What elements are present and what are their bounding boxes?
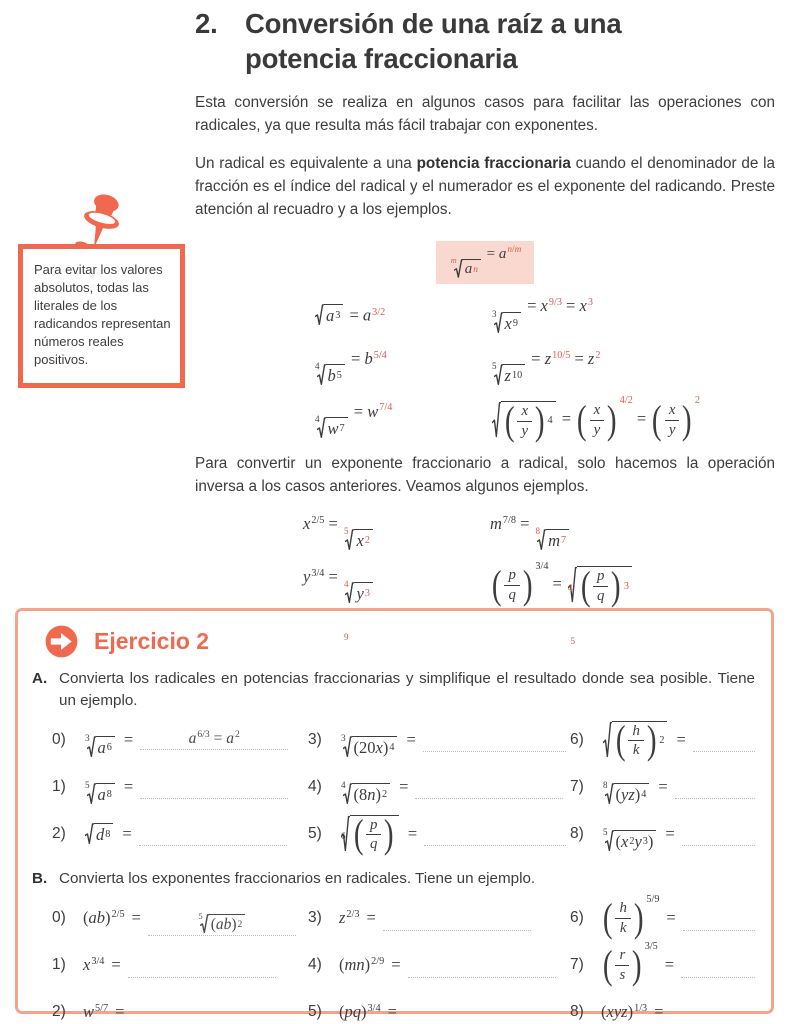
item-formula: 3 a 6 xyxy=(83,721,117,758)
item-formula: 5 ( x 2 y 3 ) xyxy=(601,815,658,852)
exercise-item-b-3 xyxy=(308,896,566,941)
item-number: 5) xyxy=(308,1003,322,1021)
equals-sign: = xyxy=(391,955,401,975)
exercise-b-col-2 xyxy=(308,896,566,1024)
equals-sign: = xyxy=(387,1002,397,1022)
instruction-b-text: Convierta los exponentes fraccionarios en radicales. Tiene un ejemplo. xyxy=(59,870,536,888)
equals-sign: = xyxy=(664,955,675,975)
item-number: 6) xyxy=(570,730,584,748)
answer-line xyxy=(404,1011,552,1024)
exercise-box xyxy=(15,608,774,1022)
item-formula: $z^{2/3}$ xyxy=(339,908,360,928)
item-number: 5) xyxy=(308,824,322,842)
example-formula: ( $\frac{x}{y}$ ) 4 = ( $\frac{x}{y}$ ) $^{4/2}$ = ( $\frac{x}{y}$ ) $^2$ xyxy=(490,401,775,439)
definition-paragraph xyxy=(195,153,775,222)
equals-sign: = xyxy=(666,908,676,928)
exercise-b-items xyxy=(32,893,755,1024)
exercise-item-a-1 xyxy=(52,764,304,809)
exercise-item-b-0 xyxy=(52,896,304,941)
definition-pre: Un radical es equivalente a una xyxy=(195,155,417,173)
equals-sign: = xyxy=(115,1002,125,1022)
item-formula: (pq)$^{3/4}$ xyxy=(339,1002,381,1022)
equals-sign: = xyxy=(123,729,134,749)
exercise-item-b-2 xyxy=(52,990,304,1024)
example-formula: $x^{2/5}$ = 5 x 2 xyxy=(195,514,490,551)
item-number: 1) xyxy=(52,956,66,974)
exercise-item-b-6 xyxy=(570,893,755,941)
answer-line xyxy=(675,785,755,799)
item-number: 7) xyxy=(570,777,584,795)
exercise-a-col-1 xyxy=(52,717,304,858)
exercise-b-col-1 xyxy=(52,896,304,1024)
equals-sign: = xyxy=(111,955,121,975)
answer-line xyxy=(415,785,563,799)
answer-line xyxy=(383,917,531,931)
example-formula: 9 xyxy=(195,620,490,657)
item-formula: (ab)$^{2/5}$ xyxy=(83,908,125,928)
exercise-item-a-5 xyxy=(308,811,566,856)
item-formula: 3 ( 2 0 x ) 4 xyxy=(339,721,399,758)
item-number: 3) xyxy=(308,909,322,927)
instruction-a xyxy=(32,668,755,711)
main-content xyxy=(195,6,775,672)
instruction-b-label: B. xyxy=(32,870,48,888)
key-formula: m a n = $a^{n/m}$ xyxy=(436,241,535,284)
item-formula: ( $\frac{h}{k}$ ) $^{5/9}$ xyxy=(602,893,660,941)
exercise-a-col-3 xyxy=(570,717,755,858)
exercise-b-col-3 xyxy=(570,893,755,1024)
examples-radical-to-power xyxy=(195,296,775,443)
key-formula-wrap xyxy=(195,241,775,284)
exercise-item-a-7 xyxy=(570,764,755,809)
exercise-item-a-4 xyxy=(308,764,566,809)
item-number: 0) xyxy=(52,909,66,927)
answer-line xyxy=(693,738,755,752)
exercise-item-a-6 xyxy=(570,717,755,762)
answer-line xyxy=(681,964,755,978)
item-number: 4) xyxy=(308,777,322,795)
intro-paragraph: Esta conversión se realiza en algunos casos para facilitar las operaciones con radicales, ya que resulta más fácil trabajar con exponentes. xyxy=(195,94,775,135)
exercise-a-items xyxy=(32,717,755,858)
item-number: 1) xyxy=(52,777,66,795)
equals-sign: = xyxy=(122,823,132,843)
item-formula: 6 ( $\frac{p}{q}$ ) xyxy=(339,815,401,853)
item-formula: d 8 xyxy=(83,823,115,845)
equals-sign: = xyxy=(131,908,141,928)
exercise-item-b-4 xyxy=(308,943,566,988)
answer-line: 5 ( a b ) 2 xyxy=(148,901,296,936)
equals-sign: = xyxy=(676,729,686,749)
item-number: 6) xyxy=(570,909,584,927)
item-formula: (mn)$^{2/9}$ xyxy=(339,955,385,975)
example-formula: a 3 = $a^{3/2}$ xyxy=(195,304,490,326)
example-formula: ( $\frac{p}{q}$ ) $^{3/4}$ = 4 ( $\frac{p}{q}$ ) 3 xyxy=(490,566,775,604)
inverse-paragraph: Para convertir un exponente fraccionario a radical, solo hacemos la operación inversa a los casos anteriores. Veamos algunos ejemplos. xyxy=(195,455,775,496)
answer-line xyxy=(683,917,755,931)
equals-sign: = xyxy=(654,1002,664,1022)
instruction-a-text: Convierta los radicales en potencias fraccionarias y simplifique el resultado donde sea posible. Tiene un ejemplo. xyxy=(59,670,755,709)
item-formula: ( $\frac{r}{s}$ ) $^{3/5}$ xyxy=(602,940,658,988)
note-frame xyxy=(18,244,185,388)
item-formula: (xyz)$^{1/3}$ xyxy=(601,1002,648,1022)
item-number: 2) xyxy=(52,824,66,842)
equals-sign: = xyxy=(366,908,376,928)
example-formula: 4 b 5 = $b^{5/4}$ xyxy=(315,348,387,386)
item-formula: 8 ( y z ) 4 xyxy=(601,768,651,805)
answer-line xyxy=(140,785,288,799)
exercise-title: Ejercicio 2 xyxy=(94,628,210,654)
answer-line xyxy=(682,832,755,846)
example-formula: 5 z 10 = $z^{10/5} = z^2$ xyxy=(492,348,601,386)
equals-sign: = xyxy=(407,823,418,843)
item-number: 3) xyxy=(308,730,322,748)
exercise-item-a-2 xyxy=(52,811,304,856)
example-formula: 4 w 7 = $w^{7/4}$ xyxy=(315,401,393,438)
example-formula: 5 xyxy=(490,620,775,658)
exercise-item-b-8 xyxy=(570,990,755,1024)
answer-line xyxy=(423,738,566,752)
item-formula: 4 ( 8 n ) 2 xyxy=(339,768,392,805)
page-title xyxy=(195,6,775,76)
item-formula: ( $\frac{h}{k}$ ) 2 xyxy=(601,721,669,759)
answer-line xyxy=(670,1011,755,1024)
item-number: 8) xyxy=(570,824,584,842)
note-box xyxy=(18,244,185,388)
exercise-item-b-7 xyxy=(570,940,755,988)
answer-line xyxy=(128,964,276,978)
equals-sign: = xyxy=(665,823,675,843)
answer-line xyxy=(408,964,556,978)
answer-line: $a^{6/3} = a^2$ xyxy=(140,730,288,750)
exercise-item-a-8 xyxy=(570,811,755,856)
answer-line xyxy=(131,1011,279,1024)
exercise-header xyxy=(32,621,755,666)
item-formula: $x^{3/4}$ xyxy=(83,955,105,975)
example-formula: 3 x 9 = $x^{9/3} = x^3$ xyxy=(492,296,593,333)
equals-sign: = xyxy=(123,776,134,796)
equals-sign: = xyxy=(406,729,416,749)
definition-bold: potencia fraccionaria xyxy=(416,155,571,173)
answer-line xyxy=(424,832,566,846)
exercise-a-col-2 xyxy=(308,717,566,858)
equals-sign: = xyxy=(399,776,409,796)
item-number: 7) xyxy=(570,956,584,974)
arrow-circle-icon xyxy=(45,625,78,658)
item-number: 0) xyxy=(52,730,66,748)
example-formula: $m^{7/8}$ = 8 m 7 xyxy=(490,514,775,551)
note-text: Para evitar los valores absolutos, todas las literales de los radicandos representan números reales positivos. xyxy=(34,262,171,367)
pushpin-icon xyxy=(66,188,134,258)
example-formula: $y^{3/4}$ = 4 y 3 xyxy=(195,567,490,604)
title-text: Conversión de una raíz a una potencia fraccionaria xyxy=(245,8,622,75)
item-number: 8) xyxy=(570,1003,584,1021)
item-formula: 5 a 8 xyxy=(83,768,117,805)
equals-sign: = xyxy=(658,776,668,796)
instruction-a-label: A. xyxy=(32,670,48,687)
exercise-item-a-3 xyxy=(308,717,566,762)
item-formula: $w^{5/7}$ xyxy=(83,1002,109,1022)
exercise-item-b-1 xyxy=(52,943,304,988)
instruction-b xyxy=(32,868,755,890)
definition-post: cuando el denominador de la fracción es el índice del radical y el numerador es el exponente del radicando. Preste atención al recuadro y a los ejemplos. xyxy=(195,155,775,219)
answer-line xyxy=(139,832,287,846)
title-number: 2. xyxy=(195,8,218,39)
item-number: 4) xyxy=(308,956,322,974)
exercise-item-a-0 xyxy=(52,717,304,762)
item-number: 2) xyxy=(52,1003,66,1021)
exercise-item-b-5 xyxy=(308,990,566,1024)
